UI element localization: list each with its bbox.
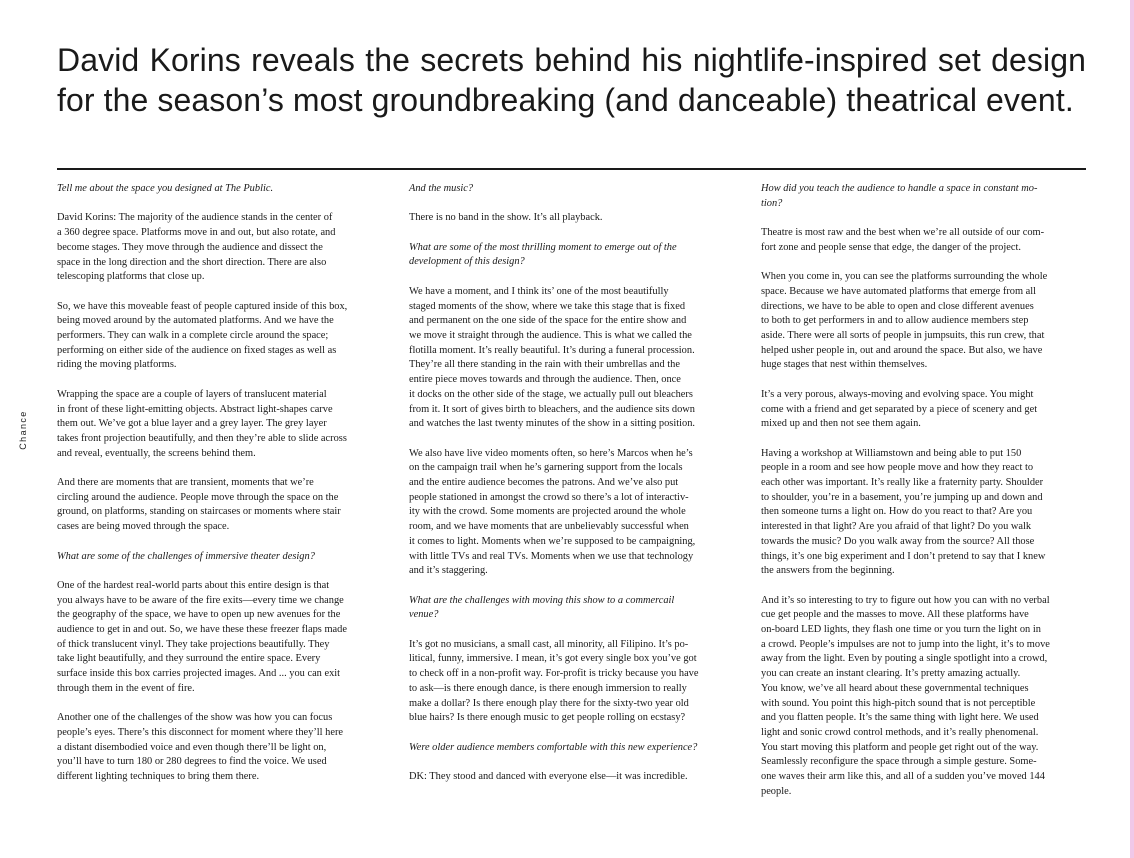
headline-rule bbox=[57, 168, 1086, 170]
text-column-2 bbox=[409, 182, 739, 799]
interview-answer: We also have live video moments often, so here’s Marcos when he’s on the campaign trail when he’s garnering support from the locals and the entire audience becomes the patrons. And we’ve also put people stationed in amongst the crowd so there’s a lot of interactiv- ity with the crowd. Some moments are projected around the whole room, and we have moments that are unbelievably successful when it comes to light. Moments when we’re supposed to be campaigning, with little TVs and real TVs. Moments when we use that technology and it’s staggering. bbox=[409, 447, 696, 577]
text-column-3 bbox=[761, 182, 1087, 814]
interview-question: And the music? bbox=[409, 183, 474, 194]
page-edge-strip bbox=[1130, 0, 1134, 858]
interview-question: How did you teach the audience to handle a space in constant mo- tion? bbox=[761, 183, 1038, 209]
interview-answer: DK: They stood and danced with everyone else—it was incredible. bbox=[409, 771, 688, 782]
interview-answer: It’s a very porous, always-moving and evolving space. You might come with a friend and get separated by a piece of scenery and get mixed up and then not see them again. bbox=[761, 388, 1038, 430]
interview-question: What are some of the most thrilling moment to emerge out of the development of this design? bbox=[409, 241, 677, 268]
section-label: Chance bbox=[18, 410, 28, 450]
interview-question: Tell me about the space you designed at The Public. bbox=[57, 183, 274, 194]
interview-answer: Wrapping the space are a couple of layers of translucent material in front of these light-emitting objects. Abstract light-shapes carve them out. We’ve got a blue layer and a grey layer. The grey layer takes front projection beautifully, and then they’re able to slide across and reveal, eventually, the screens behind them. bbox=[57, 388, 347, 459]
headline: David Korins reveals the secrets behind his nightlife-inspired set design for the season’s most groundbreaking (and danceable) theatrical event. bbox=[57, 42, 1086, 118]
interview-answer: Another one of the challenges of the show was how you can focus people’s eyes. There’s this disconnect for moment where they’ll here a distant disembodied voice and even though there’ll be light on, you’ll have to turn 180 or 280 degrees to find the voice. We used different lighting techniques to bring them there. bbox=[57, 712, 344, 783]
interview-answer: And there are moments that are transient, moments that we’re circling around the audience. People move through the space on the ground, on platforms, standing on staircases or moments where stair cases are being moved through the space. bbox=[57, 477, 341, 533]
interview-answer: Theatre is most raw and the best when we’re all outside of our com- fort zone and people sense that edge, the danger of the project. bbox=[761, 227, 1045, 253]
interview-question: What are some of the challenges of immersive theater design? bbox=[57, 550, 315, 562]
interview-answer: There is no band in the show. It’s all playback. bbox=[409, 212, 603, 224]
interview-question: Were older audience members comfortable with this new experience? bbox=[409, 741, 698, 753]
interview-answer: David Korins: The majority of the audience stands in the center of a 360 degree space. Platforms move in and out, but also rotate, and become stages. They move through the audience and dissect the space in the long direction and the short direction. There are also telescoping platforms that close up. bbox=[57, 212, 336, 283]
interview-answer: We have a moment, and I think its’ one of the most beautifully staged moments of the show, where we take this stage that is fixed and permanent on the one side of the space for the entire show and we move it straight through the audience. This is what we called the flotilla moment. It’s really beautiful. It’s during a funeral procession. They’re all there standing in the rain with their umbrellas and the entire piece moves towards and through the audience. Then, once it docks on the other side of the stage, we actually pull out bleachers from it. It sort of gives birth to bleachers, and the audience sits down and watches the last twenty minutes of the show in a sitting position. bbox=[409, 285, 695, 430]
interview-answer: Having a workshop at Williamstown and being able to put 150 people in a room and see how people move and how they react to each other was important. It’s really like a fraternity party. Shoulder to shoulder, you’re in a basement, you’re jumping up and down and then someone turns a light on. How do you react to that? Are you interested in that light? Are you afraid of that light? Do you walk towards the music? Do you walk away from the source? All those things, it’s one big experiment and I don’t pretend to say that I knew the answers from the beginning. bbox=[761, 447, 1046, 577]
interview-answer: It’s got no musicians, a small cast, all minority, all Filipino. It’s po- litical, funny, immersive. I mean, it’s got every single box you’ve got to check off in a non-profit way. For-profit is tricky because you have to ask—is there enough dance, is there enough immersion to really make a dollar? Is there enough play there for the sixty-two year old blue hairs? Is there enough music to get people rolling on ecstasy? bbox=[409, 638, 699, 724]
interview-answer: One of the hardest real-world parts about this entire design is that you always have to be aware of the fire exits—every time we change the geography of the space, we have to open up new avenues for the audience to get in and out. So, we have these these freezer flaps made of thick translucent vinyl. They take projections beautifully. They take light beautifully, and they surround the entire space. Every surface inside this box carries projected images. And ... you can exit through them in the event of fire. bbox=[57, 579, 347, 694]
interview-question: What are the challenges with moving this show to a commercail venue? bbox=[409, 594, 675, 621]
interview-answer: And it’s so interesting to try to figure out how you can with no verbal cue get people and the masses to move. All these platforms have on-board LED lights, they flash one time or you turn the light on in a crowd. People’s impulses are not to jump into the light, it’s to move away from the light. Even by pouting a single spotlight into a crowd, you can create an instant clearing. It’s pretty amazing actually. You know, we’ve all heard about these governmental techniques with sound. You point this high-pitch sound that is not perceptible and you flatten people. It’s the same thing with light here. We used light and sonic crowd control methods, and it’s really phenomenal. You start moving this platform and people get right out of the way. Seamlessly reconfigure the space through a simple gesture. Some- one waves their arm like this, and all of a sudden you’ve moved 144 people. bbox=[761, 594, 1050, 797]
interview-answer: So, we have this moveable feast of people captured inside of this box, being moved around by the automated platforms. And we have the performers. They can walk in a complete circle around the space; performing on either side of the audience on fixed stages as well as riding the moving platforms. bbox=[57, 300, 348, 371]
text-column-1 bbox=[57, 182, 387, 799]
interview-answer: When you come in, you can see the platforms surrounding the whole space. Because we have automated platforms that emerge from all directions, we have to be able to open and close different avenues to both to get performers in and to allow audience members step aside. There were all sorts of people in jumpsuits, this run crew, that helped usher people in, out and around the space. But also, we have huge stages that nest within themselves. bbox=[761, 271, 1048, 371]
